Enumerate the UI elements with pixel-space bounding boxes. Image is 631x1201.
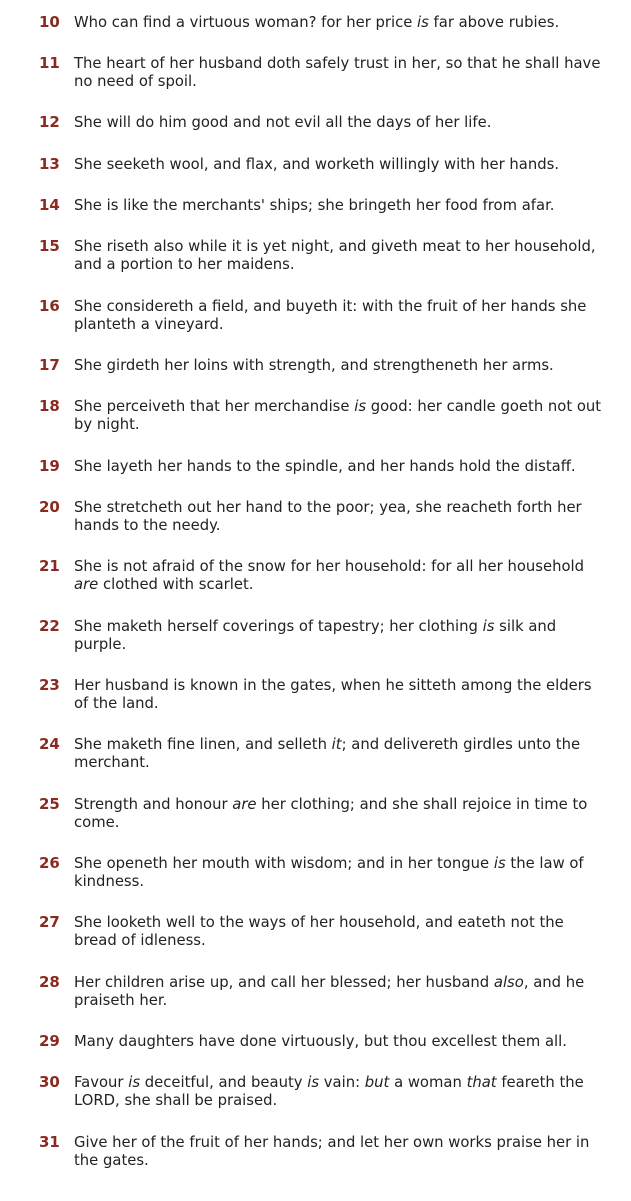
verse-text-segment: The heart of her husband doth safely trust in her, so that he shall have no need of spoil. (74, 55, 601, 90)
italic-word: is (128, 1074, 141, 1091)
verse-text (74, 1033, 604, 1051)
verse-text (74, 238, 604, 274)
verse-text-segment: She layeth her hands to the spindle, and her hands hold the distaff. (74, 458, 576, 475)
italic-word: it (331, 736, 342, 753)
verse-text (74, 974, 604, 1010)
italic-word: is (354, 398, 367, 415)
verse-number: 24 (39, 735, 60, 753)
verse-text (74, 855, 604, 891)
verse-text-segment: She considereth a field, and buyeth it: with the fruit of her hands she planteth a vineyard. (74, 298, 587, 333)
verse-text-segment: Many daughters have done virtuously, but thou excellest them all. (74, 1033, 567, 1050)
verse-number: 11 (39, 54, 60, 72)
verse-text (74, 458, 604, 476)
verse-text (74, 156, 604, 174)
verse-number: 14 (39, 196, 60, 214)
verse-text-segment: Who can find a virtuous woman? for her price (74, 14, 418, 31)
verse-text (74, 736, 604, 772)
italic-word: is (493, 855, 506, 872)
verse-number: 25 (39, 795, 60, 813)
verse-text (74, 677, 604, 713)
verse-number: 20 (39, 498, 60, 516)
italic-word: is (417, 14, 429, 31)
verse-text-segment: She looketh well to the ways of her household, and eateth not the bread of idleness. (74, 914, 564, 949)
verse-number: 28 (39, 973, 60, 991)
verse-text-segment: She maketh fine linen, and selleth (74, 736, 332, 753)
italic-word: is (307, 1074, 320, 1091)
verse-text-segment: She perceiveth that her merchandise (74, 398, 355, 415)
verse-text-segment: the law of kindness. (74, 855, 584, 890)
verse-text-segment: Her husband is known in the gates, when he sitteth among the elders of the land. (74, 677, 592, 712)
verse-text-segment: silk and purple. (74, 618, 557, 653)
verse-number: 29 (39, 1032, 60, 1050)
verse-number: 16 (39, 297, 60, 315)
verse-number: 31 (39, 1133, 60, 1151)
italic-word: are (232, 796, 257, 813)
verse-number: 13 (39, 155, 60, 173)
verse-text (74, 914, 604, 950)
verse-text-segment: She is not afraid of the snow for her household: for all her household (74, 558, 585, 575)
verse-text-segment: She is like the merchants' ships; she bringeth her food from afar. (74, 197, 555, 214)
verse-text (74, 55, 604, 91)
verse-text-segment: deceitful, and beauty (140, 1074, 308, 1091)
verse-number: 26 (39, 854, 60, 872)
verse-text (74, 197, 604, 215)
verse-text (74, 499, 604, 535)
verse-text (74, 796, 604, 832)
verse-number: 15 (39, 237, 60, 255)
verse-number: 10 (39, 13, 60, 31)
verse-text-segment: Give her of the fruit of her hands; and let her own works praise her in the gates. (74, 1134, 590, 1169)
verse-text-segment: She maketh herself coverings of tapestry; her clothing (74, 618, 483, 635)
verse-number: 12 (39, 113, 60, 131)
verse-number: 21 (39, 557, 60, 575)
verse-number: 19 (39, 457, 60, 475)
verse-text-segment: feareth the LORD, she shall be praised. (74, 1074, 584, 1109)
verse-text (74, 14, 604, 32)
italic-word: but (364, 1074, 390, 1091)
verse-text-segment: She riseth also while it is yet night, and giveth meat to her household, and a portion to her maidens. (74, 238, 596, 273)
verse-text-segment: She openeth her mouth with wisdom; and in her tongue (74, 855, 494, 872)
verse-number: 30 (39, 1073, 60, 1091)
italic-word: that (466, 1074, 497, 1091)
verse-text-segment: She seeketh wool, and flax, and worketh willingly with her hands. (74, 156, 560, 173)
verse-text-segment: , and he praiseth her. (74, 974, 585, 1009)
verse-text-segment: vain: (319, 1074, 365, 1091)
verse-number: 18 (39, 397, 60, 415)
italic-word: also (493, 974, 524, 991)
verse-text (74, 357, 604, 375)
verse-text (74, 618, 604, 654)
verse-text-segment: She will do him good and not evil all the days of her life. (74, 114, 492, 131)
verse-text-segment: far above rubies. (428, 14, 560, 31)
verse-text-segment: Her children arise up, and call her blessed; her husband (74, 974, 494, 991)
verse-text (74, 558, 604, 594)
verse-text (74, 298, 604, 334)
verse-text-segment: ; and delivereth girdles unto the merchant. (74, 736, 581, 771)
verse-text (74, 1134, 604, 1170)
verse-number: 22 (39, 617, 60, 635)
verse-number: 27 (39, 913, 60, 931)
verse-text-segment: her clothing; and she shall rejoice in time to come. (74, 796, 588, 831)
verse-number: 23 (39, 676, 60, 694)
verse-text-segment: Favour (74, 1074, 129, 1091)
verse-text-segment: She stretcheth out her hand to the poor; yea, she reacheth forth her hands to the needy. (74, 499, 582, 534)
italic-word: are (74, 576, 99, 593)
verse-text-segment: Strength and honour (74, 796, 233, 813)
verse-number: 17 (39, 356, 60, 374)
verse-text-segment: She girdeth her loins with strength, and strengtheneth her arms. (74, 357, 554, 374)
verse-text (74, 114, 604, 132)
italic-word: is (482, 618, 495, 635)
verse-text-segment: clothed with scarlet. (98, 576, 254, 593)
verse-text (74, 1074, 604, 1110)
verse-text (74, 398, 604, 434)
verse-text-segment: good: her candle goeth not out by night. (74, 398, 602, 433)
verse-text-segment: a woman (389, 1074, 467, 1091)
